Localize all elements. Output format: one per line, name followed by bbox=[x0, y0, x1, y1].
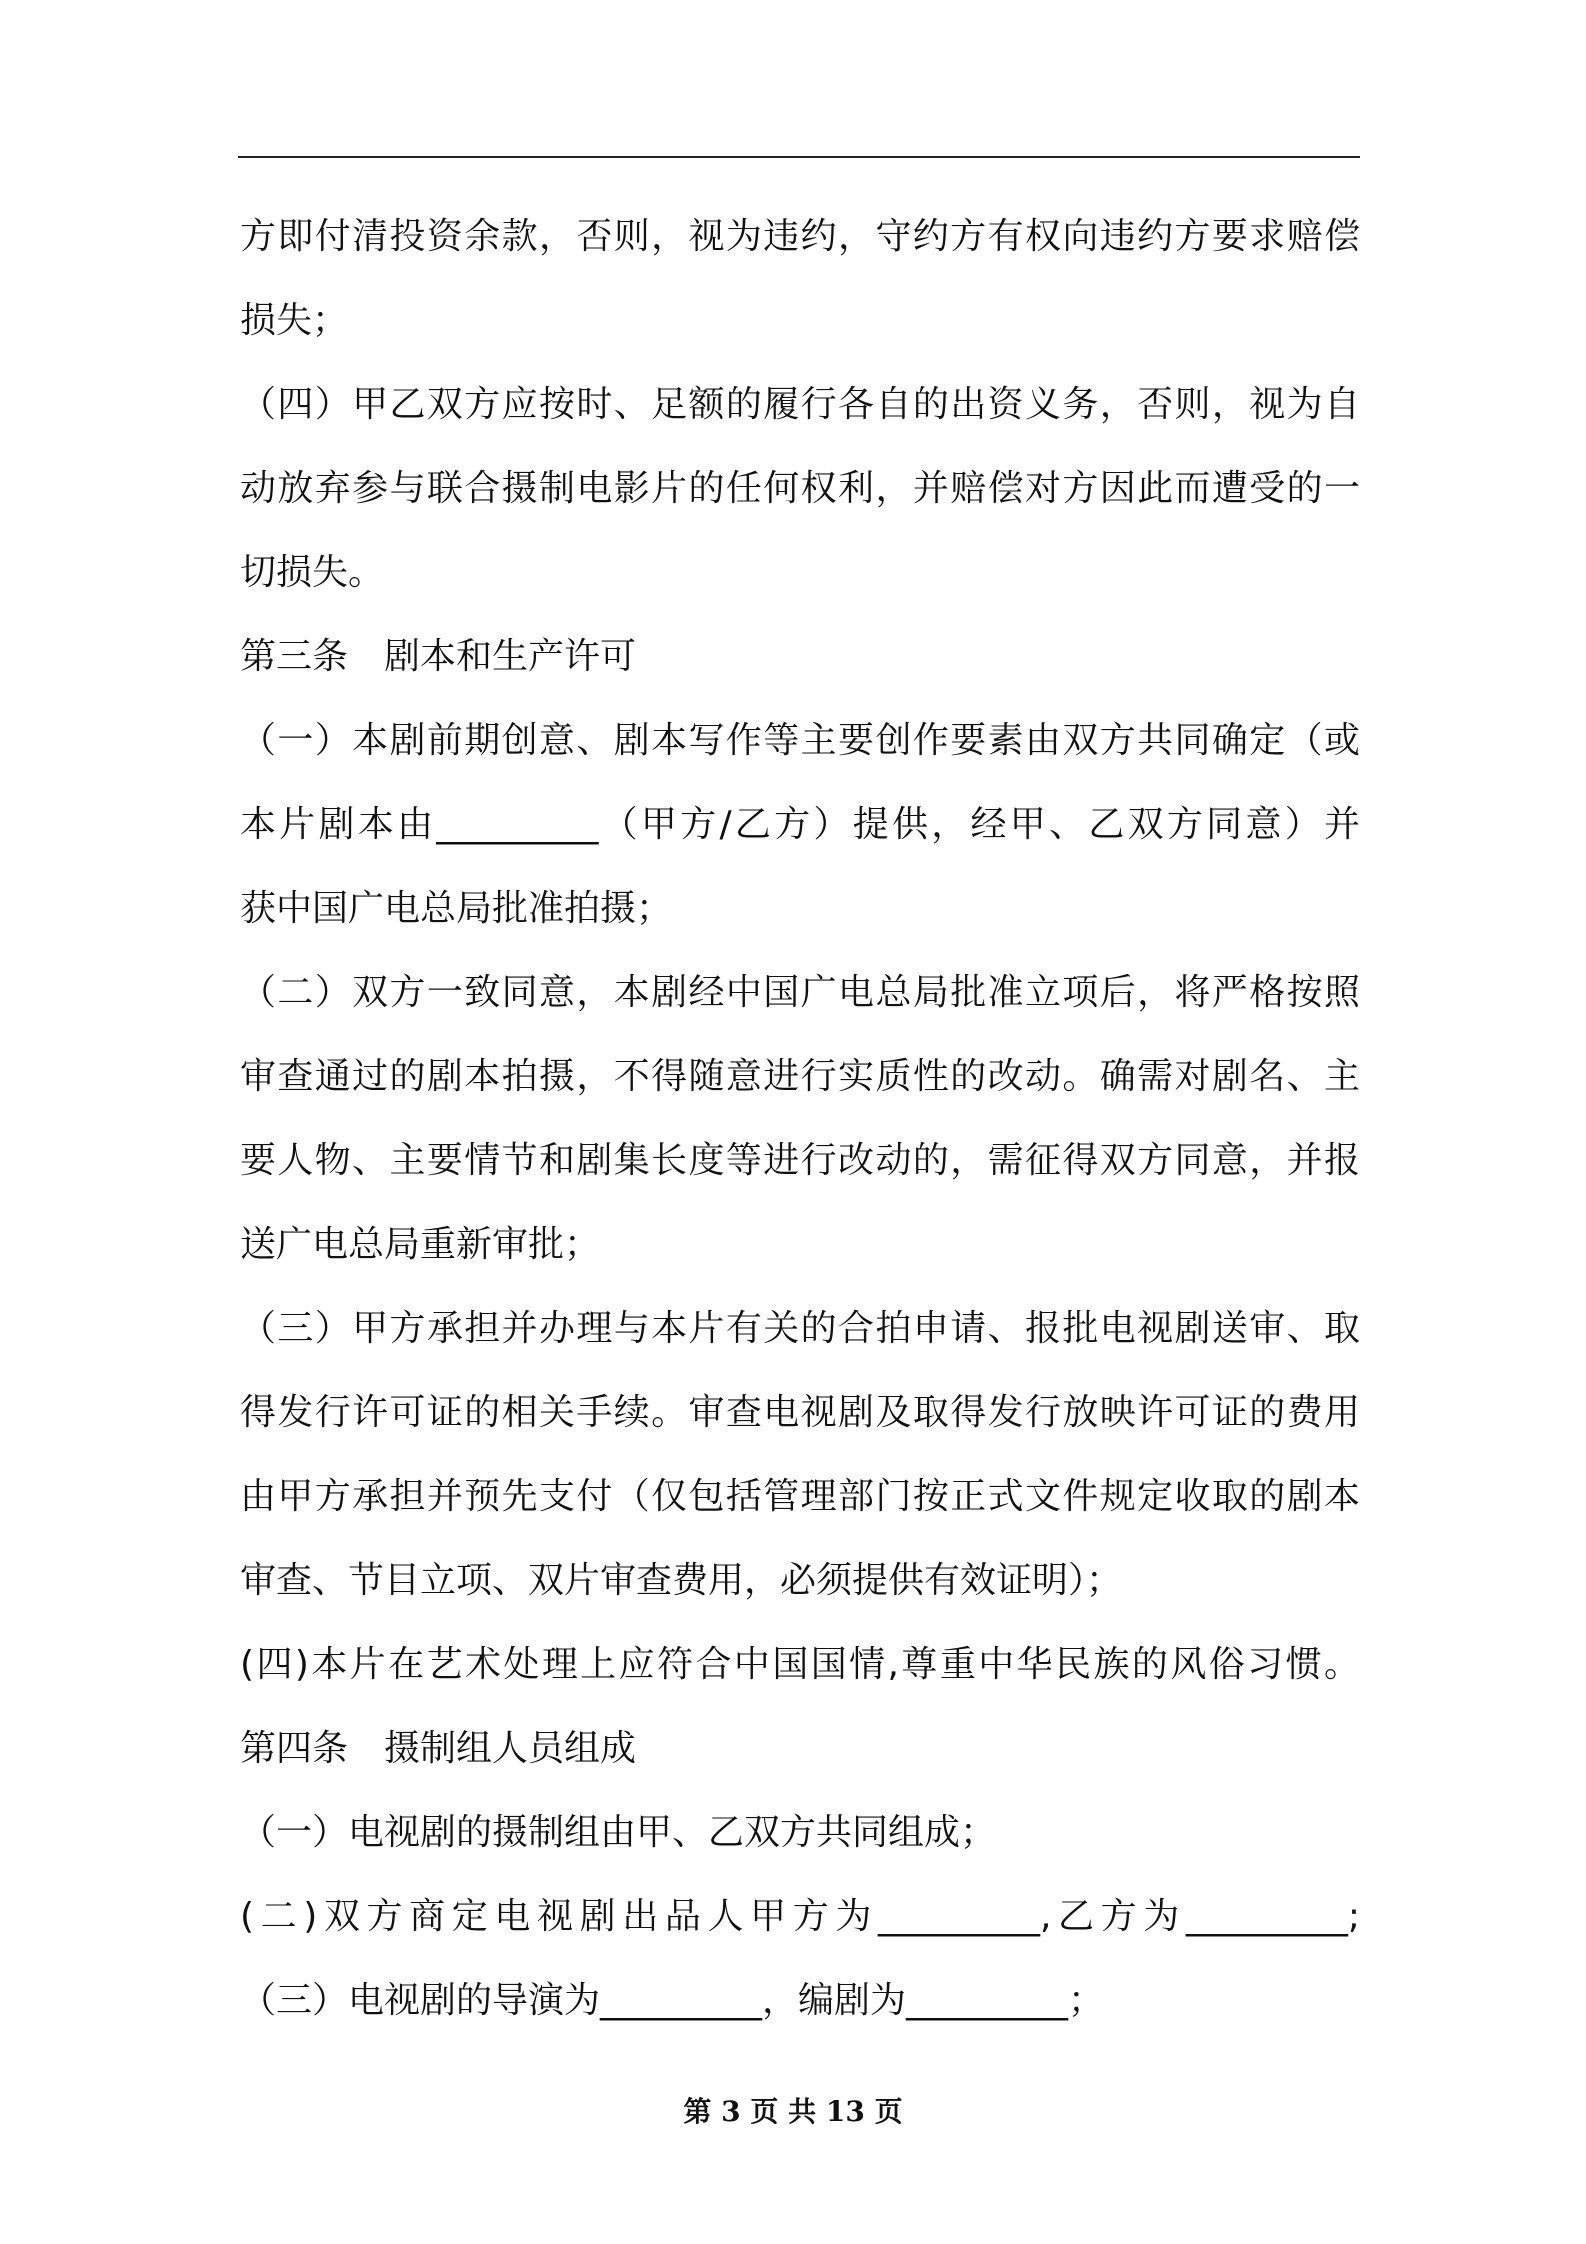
section-heading: 第三条 剧本和生产许可 bbox=[240, 636, 637, 677]
body-line: （三）电视剧的导演为_________，编剧为_________； bbox=[240, 1980, 1105, 2021]
body-line: (四)本片在艺术处理上应符合中国国情,尊重中华民族的风俗习惯。 bbox=[240, 1644, 1360, 1685]
page-number: 第 3 页 共 13 页 bbox=[683, 2095, 903, 2128]
document-body bbox=[240, 195, 1360, 2043]
body-line: （一）电视剧的摄制组由甲、乙双方共同组成； bbox=[240, 1812, 997, 1853]
body-line: 送广电总局重新审批； bbox=[240, 1224, 601, 1265]
body-line: 审查、节目立项、双片审查费用，必须提供有效证明）； bbox=[240, 1560, 1123, 1601]
body-line: 切损失。 bbox=[240, 552, 385, 593]
body-line: (二)双方商定电视剧出品人甲方为_________,乙方为_________; bbox=[240, 1896, 1360, 1937]
body-line: 动放弃参与联合摄制电影片的任何权利，并赔偿对方因此而遭受的一 bbox=[240, 468, 1360, 509]
section-heading: 第四条 摄制组人员组成 bbox=[240, 1728, 637, 1769]
body-line: （三）甲方承担并办理与本片有关的合拍申请、报批电视剧送审、取 bbox=[240, 1308, 1360, 1349]
body-line: 方即付清投资余款，否则，视为违约，守约方有权向违约方要求赔偿 bbox=[240, 216, 1360, 257]
body-line: 获中国广电总局批准拍摄； bbox=[240, 888, 673, 929]
body-line: （二）双方一致同意，本剧经中国广电总局批准立项后，将严格按照 bbox=[240, 972, 1360, 1013]
body-line: 审查通过的剧本拍摄，不得随意进行实质性的改动。确需对剧名、主 bbox=[240, 1056, 1360, 1097]
body-line: 得发行许可证的相关手续。审查电视剧及取得发行放映许可证的费用 bbox=[240, 1392, 1360, 1433]
body-line: 损失； bbox=[240, 300, 349, 341]
body-line: （四）甲乙双方应按时、足额的履行各自的出资义务，否则，视为自 bbox=[240, 384, 1360, 425]
body-line: 由甲方承担并预先支付（仅包括管理部门按正式文件规定收取的剧本 bbox=[240, 1476, 1360, 1517]
body-line: 本片剧本由_________（甲方/乙方）提供，经甲、乙双方同意）并 bbox=[240, 804, 1360, 845]
body-line: （一）本剧前期创意、剧本写作等主要创作要素由双方共同确定（或 bbox=[240, 720, 1360, 761]
header-rule bbox=[238, 156, 1360, 158]
body-line: 要人物、主要情节和剧集长度等进行改动的，需征得双方同意，并报 bbox=[240, 1140, 1360, 1181]
